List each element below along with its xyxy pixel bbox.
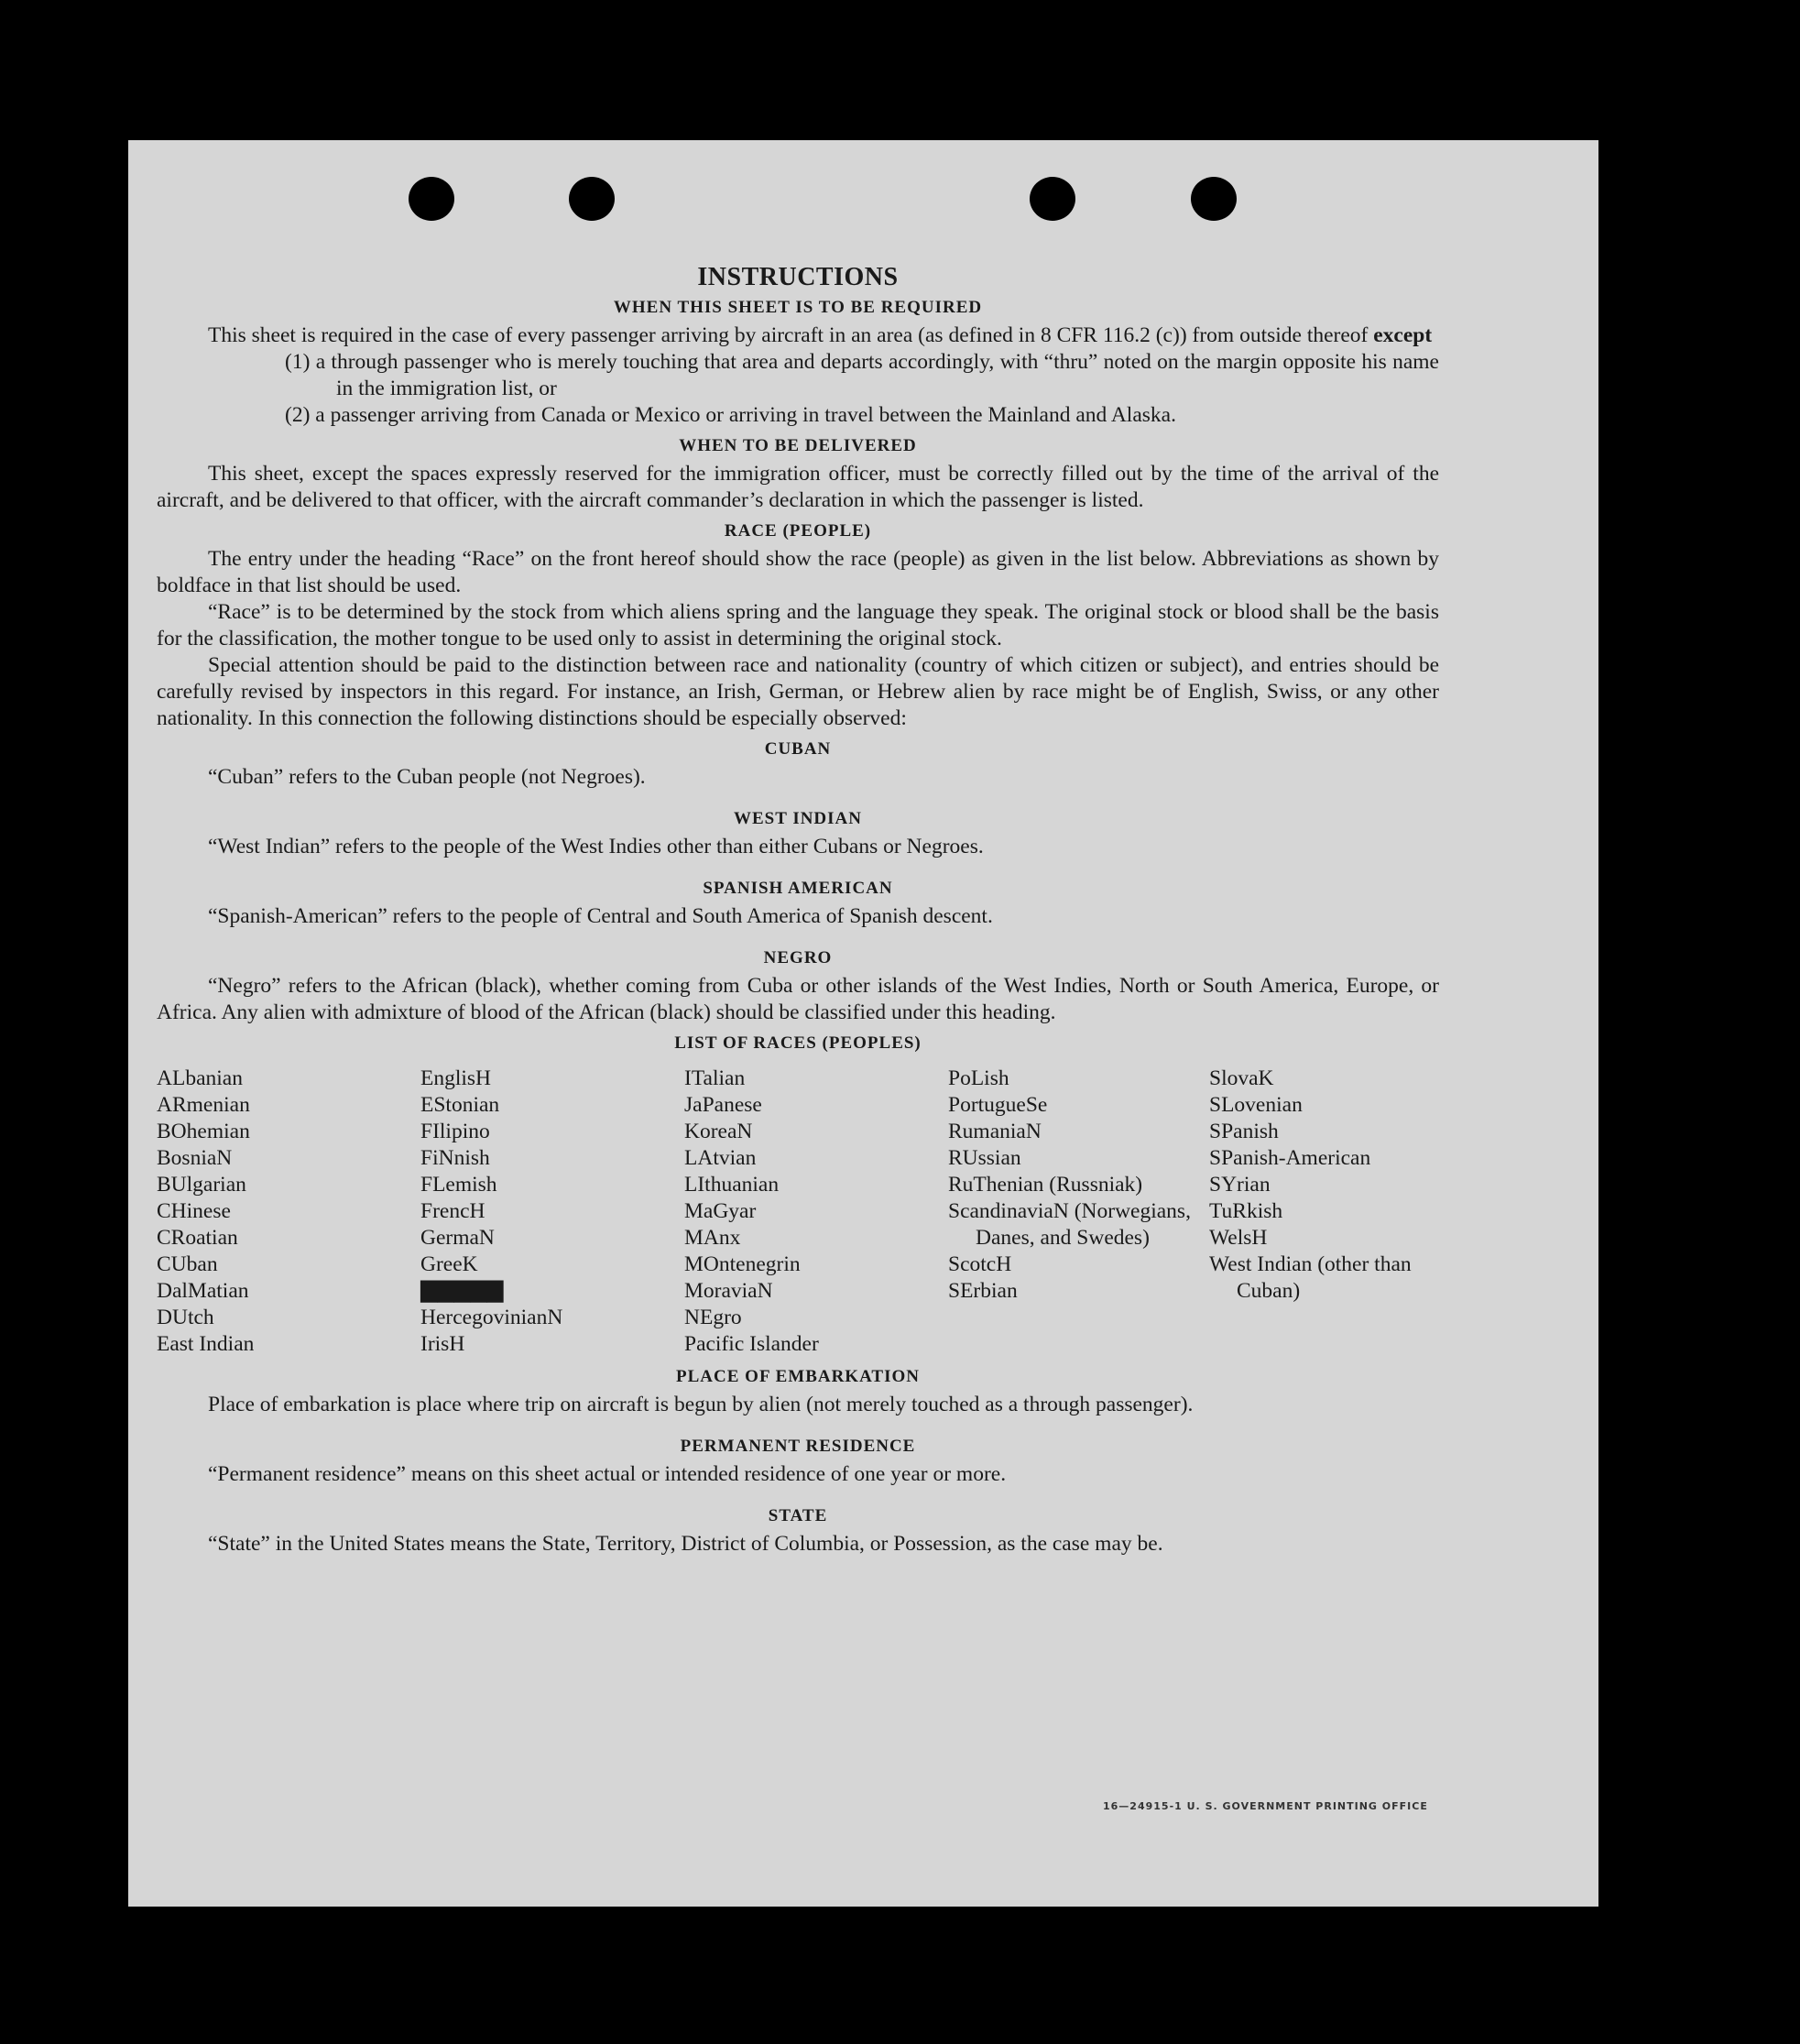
race-entry: MAnx <box>684 1226 741 1250</box>
exception-item-2: (2) a passenger arriving from Canada or Mexico or arriving in travel between the Mainland and Alaska. <box>285 403 1176 427</box>
instructions-body <box>157 264 1439 1558</box>
section-heading-embarkation: PLACE OF EMBARKATION <box>676 1367 920 1386</box>
section-heading-residence: PERMANENT RESIDENCE <box>680 1437 916 1456</box>
races-column <box>420 1066 684 1358</box>
race-entry: LIthuanian <box>684 1173 780 1197</box>
race-entry: BUlgarian <box>157 1173 246 1197</box>
race-entry: SYrian <box>1209 1173 1271 1197</box>
race-entry: EStonian <box>420 1093 500 1117</box>
races-column <box>684 1066 948 1358</box>
spanish-american-text: “Spanish-American” refers to the people of Central and South America of Spanish descent. <box>208 904 993 928</box>
race-paragraph-2: “Race” is to be determined by the stock from which aliens spring and the language they speak. The original stock or blood shall be the basis for the classification, the mother tongue to be used only to assist in determining the original stock. <box>157 600 1439 650</box>
punch-hole <box>1030 177 1075 221</box>
race-entry: East Indian <box>157 1332 255 1356</box>
race-entry: HercegovinianN <box>420 1306 563 1329</box>
section-heading-state: STATE <box>768 1506 828 1525</box>
race-entry: GreeK <box>420 1252 478 1276</box>
race-entry: SPanish <box>1209 1120 1279 1143</box>
race-entry: ALbanian <box>157 1066 243 1090</box>
races-list <box>157 1066 1439 1358</box>
race-entry: SErbian <box>948 1279 1018 1303</box>
race-entry: ARmenian <box>157 1093 250 1117</box>
race-entry: DUtch <box>157 1306 214 1329</box>
race-paragraph-3: Special attention should be paid to the distinction between race and nationality (country of which citizen or subject), and entries should be carefully revised by inspectors in this regard. For instance, an Irish, German, or Hebrew alien by race might be of English, Swiss, or any other nationality. In this connection the following distinctions should be especially observed: <box>157 653 1439 730</box>
when-required-intro: This sheet is required in the case of every passenger arriving by aircraft in an area (as defined in 8 CFR 116.2 (c)) from outside thereof except <box>208 323 1433 347</box>
redacted-race-entry: ▇▇▇▇▇ <box>420 1279 504 1303</box>
race-entry: FiNnish <box>420 1146 490 1170</box>
race-entry: FIlipino <box>420 1120 490 1143</box>
race-entry: RUssian <box>948 1146 1021 1170</box>
race-entry: IrisH <box>420 1332 465 1356</box>
race-entry: MOntenegrin <box>684 1252 801 1276</box>
exception-item-1: (1) a through passenger who is merely touching that area and departs accordingly, with “thru” noted on the margin opposite his name in the immigration list, or <box>285 350 1439 400</box>
races-column <box>157 1066 420 1358</box>
race-entry: FLemish <box>420 1173 497 1197</box>
race-entry: PoLish <box>948 1066 1009 1090</box>
punch-hole <box>409 177 454 221</box>
residence-text: “Permanent residence” means on this sheet actual or intended residence of one year or more. <box>208 1462 1007 1486</box>
race-entry: BOhemian <box>157 1120 250 1143</box>
race-entry: ScandinaviaN (Norwegians, Danes, and Swedes) <box>948 1199 1191 1250</box>
race-entry: RumaniaN <box>948 1120 1042 1143</box>
except-emphasis: except <box>1373 323 1433 347</box>
race-entry: GermaN <box>420 1226 495 1250</box>
page-title: INSTRUCTIONS <box>697 263 899 291</box>
races-column <box>948 1066 1209 1358</box>
section-heading-when-required: WHEN THIS SHEET IS TO BE REQUIRED <box>613 298 983 317</box>
race-entry: EnglisH <box>420 1066 492 1090</box>
race-entry: KoreaN <box>684 1120 753 1143</box>
race-entry: Pacific Islander <box>684 1332 819 1356</box>
race-entry: CHinese <box>157 1199 231 1223</box>
west-indian-text: “West Indian” refers to the people of the West Indies other than either Cubans or Negroes. <box>208 835 984 858</box>
punch-hole <box>1191 177 1237 221</box>
race-entry: ScotcH <box>948 1252 1012 1276</box>
race-entry: MaGyar <box>684 1199 757 1223</box>
race-entry: MoraviaN <box>684 1279 773 1303</box>
race-entry: FrencH <box>420 1199 485 1223</box>
race-entry: SPanish-American <box>1209 1146 1371 1170</box>
when-delivered-text: This sheet, except the spaces expressly reserved for the immigration officer, must be correctly filled out by the time of the arrival of the aircraft, and be delivered to that officer, with the aircraft commander’s declaration in which the passenger is listed. <box>157 462 1439 512</box>
race-entry: PortugueSe <box>948 1093 1048 1117</box>
state-text: “State” in the United States means the State, Territory, District of Columbia, or Possession, as the case may be. <box>208 1532 1163 1556</box>
race-entry: DalMatian <box>157 1279 249 1303</box>
race-entry: West Indian (other than Cuban) <box>1209 1252 1412 1303</box>
race-entry: WelsH <box>1209 1226 1268 1250</box>
race-entry: CRoatian <box>157 1226 238 1250</box>
section-heading-west-indian: WEST INDIAN <box>734 809 862 828</box>
race-entry: BosniaN <box>157 1146 233 1170</box>
race-entry: JaPanese <box>684 1093 762 1117</box>
cuban-text: “Cuban” refers to the Cuban people (not Negroes). <box>208 765 646 789</box>
section-heading-race: RACE (PEOPLE) <box>724 521 872 541</box>
embarkation-text: Place of embarkation is place where trip on aircraft is begun by alien (not merely touched as a through passenger). <box>208 1393 1194 1416</box>
document-sheet <box>128 140 1598 1907</box>
punch-hole <box>569 177 615 221</box>
race-entry: ITalian <box>684 1066 746 1090</box>
race-paragraph-1: The entry under the heading “Race” on the front hereof should show the race (people) as given in the list below. Abbreviations as shown by boldface in that list should be used. <box>157 547 1439 597</box>
races-column <box>1209 1066 1447 1358</box>
section-heading-negro: NEGRO <box>763 948 833 967</box>
negro-text: “Negro” refers to the African (black), whether coming from Cuba or other islands of the West Indies, North or South America, Europe, or Africa. Any alien with admixture of blood of the African (black) should be classified under this heading. <box>157 974 1439 1024</box>
race-entry: RuThenian (Russniak) <box>948 1173 1143 1197</box>
printing-office-code: 16—24915-1 U. S. GOVERNMENT PRINTING OFFICE <box>1103 1800 1428 1812</box>
race-entry: LAtvian <box>684 1146 757 1170</box>
race-entry: SlovaK <box>1209 1066 1274 1090</box>
section-heading-when-delivered: WHEN TO BE DELIVERED <box>679 436 917 455</box>
race-entry: TuRkish <box>1209 1199 1283 1223</box>
race-entry: NEgro <box>684 1306 742 1329</box>
race-entry: CUban <box>157 1252 218 1276</box>
section-heading-spanish-american: SPANISH AMERICAN <box>703 879 893 898</box>
section-heading-list-of-races: LIST OF RACES (PEOPLES) <box>674 1033 922 1053</box>
race-entry: SLovenian <box>1209 1093 1303 1117</box>
section-heading-cuban: CUBAN <box>764 739 832 759</box>
